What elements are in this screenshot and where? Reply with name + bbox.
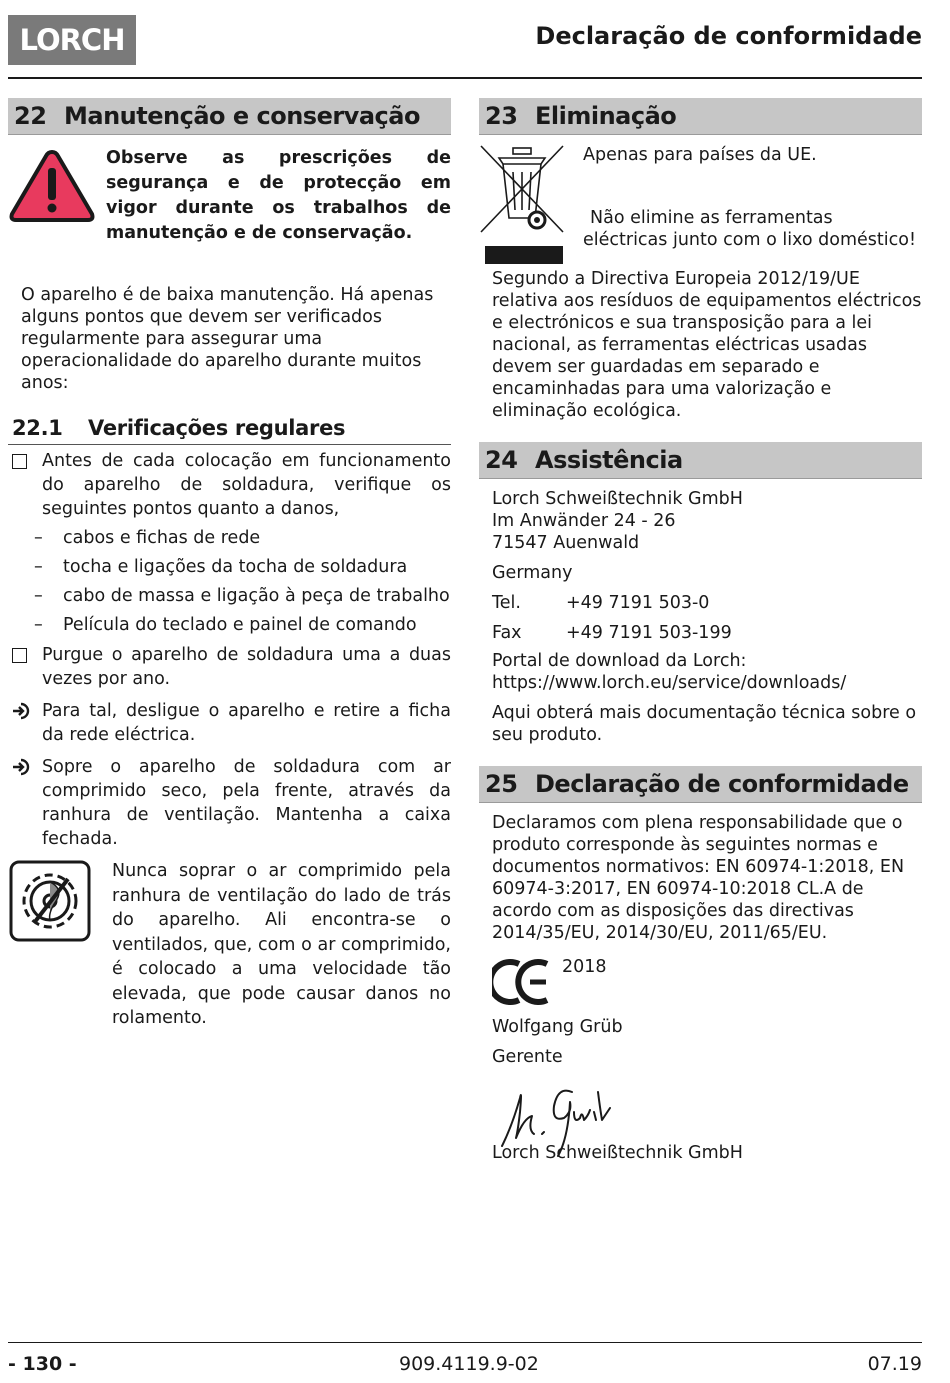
list-item	[8, 584, 451, 608]
fan-note	[8, 859, 451, 1031]
list-item-text: cabos e fichas de rede	[63, 528, 261, 548]
checklist-item	[8, 449, 451, 521]
checkbox-icon	[12, 648, 27, 663]
action-text: Sopre o aparelho de soldadura com ar comprimido seco, pela frente, através da ranhura de ventilação. Mantenha a caixa fechada.	[42, 757, 451, 849]
eu-only-text: Apenas para países da UE.	[583, 145, 817, 165]
service-contact	[492, 488, 922, 746]
download-portal-label: Portal de download da Lorch:	[492, 651, 747, 671]
signature-block	[492, 1068, 922, 1164]
dash-icon: –	[34, 557, 43, 577]
list-item-text: tocha e ligações da tocha de soldadura	[63, 557, 408, 577]
section-title: Manutenção e conservação	[64, 102, 420, 130]
signer-name: Wolfgang Grüb	[492, 1017, 623, 1037]
section-title: Declaração de conformidade	[535, 770, 909, 798]
safety-warning	[8, 146, 451, 246]
action-text: Para tal, desligue o aparelho e retire a ficha da rede eléctrica.	[42, 701, 451, 745]
right-column	[479, 98, 922, 1164]
download-portal-link[interactable]: https://www.lorch.eu/service/downloads/	[492, 673, 847, 693]
section-title: Assistência	[535, 446, 683, 474]
header-divider	[8, 77, 922, 79]
section-25-heading	[479, 766, 922, 803]
section-22-heading	[8, 98, 451, 135]
address-line: Im Anwänder 24 - 26	[492, 511, 676, 531]
tel-number: +49 7191 503-0	[566, 593, 710, 613]
dash-icon: –	[34, 528, 43, 548]
country: Germany	[492, 563, 573, 583]
checkbox-icon	[12, 454, 27, 469]
footer-divider	[8, 1342, 922, 1343]
document-number: 909.4119.9-02	[399, 1353, 539, 1375]
list-item-text: Película do teclado e painel de comando	[63, 615, 417, 635]
warning-triangle-icon	[8, 146, 106, 246]
dash-icon: –	[34, 586, 43, 606]
ce-year: 2018	[562, 957, 607, 977]
crossed-bin-icon	[479, 144, 583, 270]
arrow-right-icon	[8, 699, 42, 747]
checklist-text: Purgue o aparelho de soldadura uma a duas vezes por ano.	[42, 645, 451, 689]
maintenance-intro: O aparelho é de baixa manutenção. Há apenas alguns pontos que devem ser verificados regularmente para assegurar uma operacionalidade do aparelho durante muitos anos:	[21, 285, 434, 393]
fax-label: Fax	[492, 623, 522, 643]
checklist-text: Antes de cada colocação em funcionamento do aparelho de soldadura, verifique os seguintes pontos quanto a danos,	[42, 451, 451, 519]
warning-text: Observe as prescrições de segurança e de protecção em vigor durante os trabalhos de manutenção e de conservação.	[106, 148, 451, 243]
subsection-22-1-heading	[8, 408, 451, 445]
tel-label: Tel.	[492, 593, 521, 613]
company-name: Lorch Schweißtechnik GmbH	[492, 1143, 743, 1163]
section-24-heading	[479, 442, 922, 479]
list-item-text: cabo de massa e ligação à peça de trabalho	[63, 586, 450, 606]
page-title: Declaração de conformidade	[535, 22, 922, 50]
fax-number: +49 7191 503-199	[566, 623, 732, 643]
list-item	[8, 526, 451, 550]
subsection-number: 22.1	[12, 416, 63, 440]
no-household-waste-text: Não elimine as ferramentas eléctricas junto com o lixo doméstico!	[583, 208, 916, 250]
section-number: 23	[485, 102, 518, 130]
section-title: Eliminação	[535, 102, 677, 130]
lorch-logo: LORCH	[8, 15, 136, 65]
declaration-text: Declaramos com plena responsabilidade que o produto corresponde às seguintes normas e documentos normativos: EN 60974-1:2018, EN 60974-3:2017, EN 60974-10:2018 CL.A de acordo com as disposições das directivas 2014/35/EU, 2014/30/EU, 2011/65/EU.	[492, 813, 905, 943]
ce-mark-icon	[492, 956, 554, 1008]
weee-directive-text: Segundo a Directiva Europeia 2012/19/UE relativa aos resíduos de equipamentos eléctricos e electrónicos e sua transposição para a lei nacional, as ferramentas eléctricas usadas devem ser guardadas em separado e encaminhadas para uma valorização e eliminação ecológica.	[492, 269, 922, 421]
arrow-right-icon	[8, 755, 42, 851]
signer-role: Gerente	[492, 1047, 563, 1067]
page-number: - 130 -	[8, 1353, 77, 1375]
section-number: 22	[14, 102, 47, 130]
action-item	[8, 699, 451, 747]
more-docs-text: Aqui obterá mais documentação técnica sobre o seu produto.	[492, 703, 917, 745]
checklist-item	[8, 643, 451, 691]
section-number: 25	[485, 770, 518, 798]
document-date: 07.19	[867, 1353, 922, 1375]
telephone	[492, 592, 922, 614]
fan-gear-icon	[8, 859, 112, 1031]
disposal-block	[479, 144, 922, 270]
fax	[492, 622, 922, 644]
address-line: 71547 Auenwald	[492, 533, 640, 553]
list-item	[8, 555, 451, 579]
dash-icon: –	[34, 615, 43, 635]
section-23-heading	[479, 98, 922, 135]
ce-marking	[492, 956, 922, 1008]
address-line: Lorch Schweißtechnik GmbH	[492, 489, 743, 509]
left-column	[8, 98, 451, 1031]
action-item	[8, 755, 451, 851]
list-item	[8, 613, 451, 637]
section-number: 24	[485, 446, 518, 474]
subsection-title: Verificações regulares	[88, 416, 346, 440]
note-text: Nunca soprar o ar comprimido pela ranhura de ventilação do lado de trás do aparelho. Ali encontra-se o ventilados, que, com o ar comprimido, é colocado a uma velocidade tão elevada, que pode causar danos no rolamento.	[112, 861, 451, 1028]
